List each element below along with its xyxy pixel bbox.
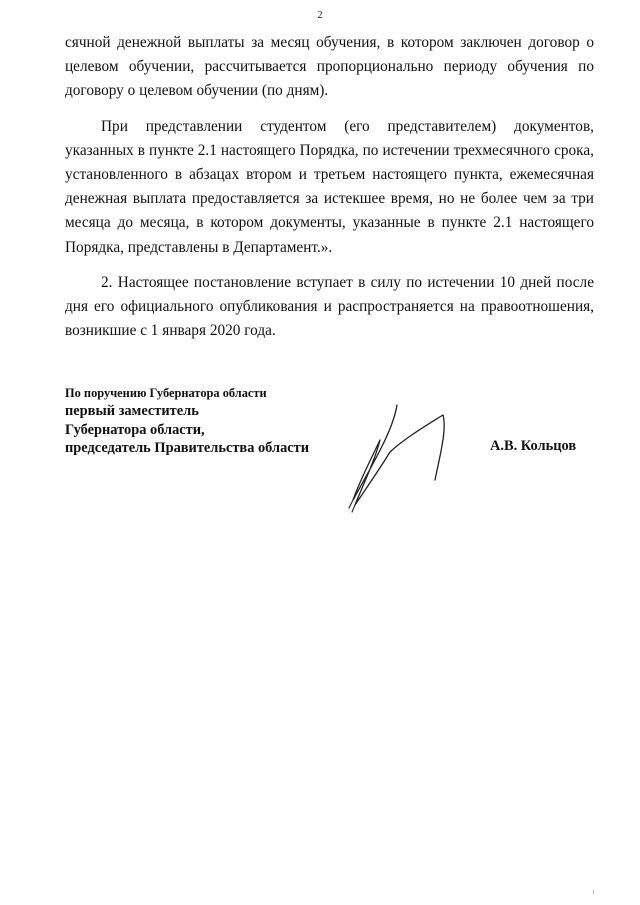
- paragraph-continuation: сячной денежной выплаты за месяц обучения, в котором заключен договор о целевом обучении, рассчитывается пропорционально периоду обучения по договору о целевом обучении (по дням).: [65, 34, 594, 100]
- signatory-position-line-1: первый заместитель: [65, 403, 199, 419]
- signatory-position-line-2: Губернатора области,: [65, 421, 205, 438]
- signature-block: [65, 384, 309, 458]
- handwritten-signature-icon: [335, 400, 455, 515]
- paragraph-documents-submission: При представлении студентом (его представителем) документов, указанных в пункте 2.1 настоящего Порядка, по истечении трехмесячного срока, установленного в абзацах втором и третьем настоящего пункта, ежемесячная денежная выплата предоставляется за истекшее время, но не более чем за три месяца до месяца, в котором документы, указанные в пункте 2.1 настоящего Порядка, представлены в Департамент.».: [65, 117, 594, 256]
- scan-mark: [593, 890, 594, 894]
- page-number: 2: [317, 10, 323, 21]
- signatory-authority-line: По поручению Губернатора области: [65, 386, 267, 400]
- document-body: [65, 31, 594, 354]
- signatory-position-line-3: председатель Правительства области: [65, 440, 310, 456]
- paragraph-effective-date: 2. Настоящее постановление вступает в силу по истечении 10 дней после дня его официального опубликования и распространяется на правоотношения, возникшие с 1 января 2020 года.: [65, 273, 594, 340]
- signer-name: А.В. Кольцов: [490, 438, 577, 454]
